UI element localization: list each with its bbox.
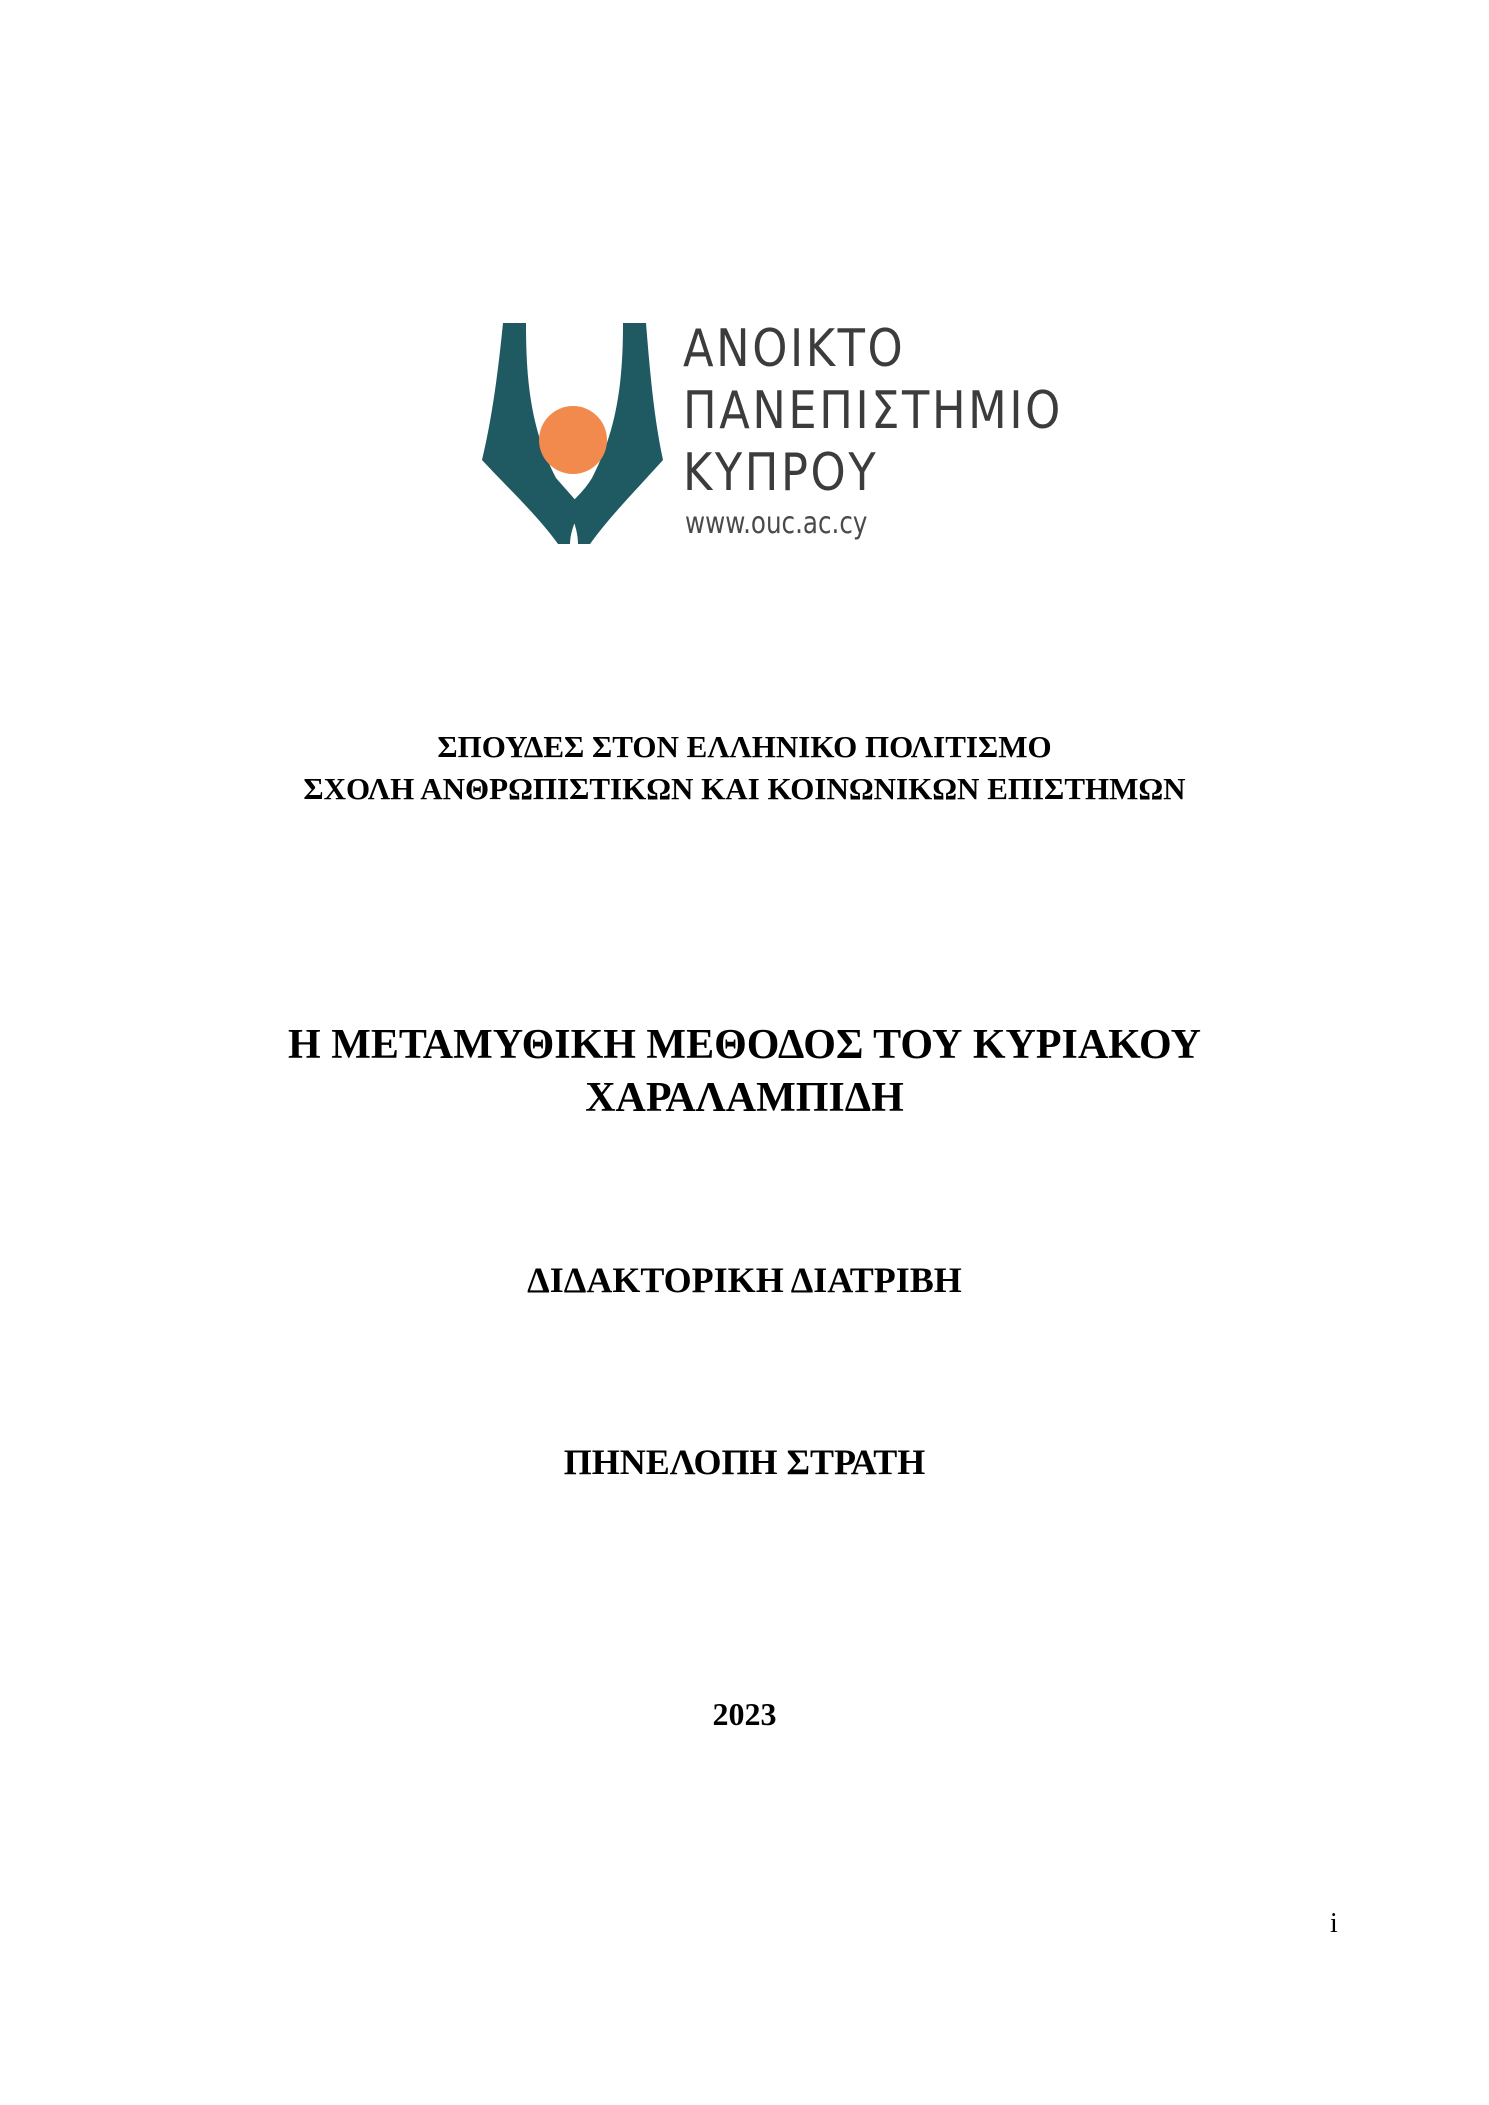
logo-url: www.ouc.ac.cy — [685, 506, 868, 541]
university-emblem-icon — [478, 318, 663, 548]
logo-line-3: ΚΥΠΡΟΥ — [683, 443, 879, 503]
department-line-1: ΣΠΟΥΔΕΣ ΣΤΟΝ ΕΛΛΗΝΙΚΟ ΠΟΛΙΤΙΣΜΟ — [437, 729, 1052, 764]
university-logo-wordmark — [683, 318, 1083, 548]
publication-year: 2023 — [712, 1696, 777, 1732]
department-line-2: ΣΧΟΛΗ ΑΝΘΡΩΠΙΣΤΙΚΩΝ ΚΑΙ ΚΟΙΝΩΝΙΚΩΝ ΕΠΙΣΤΗΜΩΝ — [303, 771, 1186, 806]
document-type: ΔΙΔΑΚΤΟΡΙΚΗ ΔΙΑΤΡΙΒΗ — [527, 1260, 962, 1300]
thesis-title-line-2: ΧΑΡΑΛΑΜΠΙΔΗ — [585, 1075, 904, 1121]
author-name: ΠΗΝΕΛΟΠΗ ΣΤΡΑΤΗ — [563, 1442, 926, 1482]
logo-line-1: ΑΝΟΙΚΤΟ — [683, 319, 906, 379]
page-number: i — [1330, 1908, 1338, 1939]
thesis-title-line-1: Η ΜΕΤΑΜΥΘΙΚΗ ΜΕΘΟΔΟΣ ΤΟΥ ΚΥΡΙΑΚΟΥ — [288, 1022, 1201, 1068]
university-logo — [478, 318, 1088, 548]
logo-line-2: ΠΑΝΕΠΙΣΤΗΜΙΟ — [683, 381, 1063, 441]
